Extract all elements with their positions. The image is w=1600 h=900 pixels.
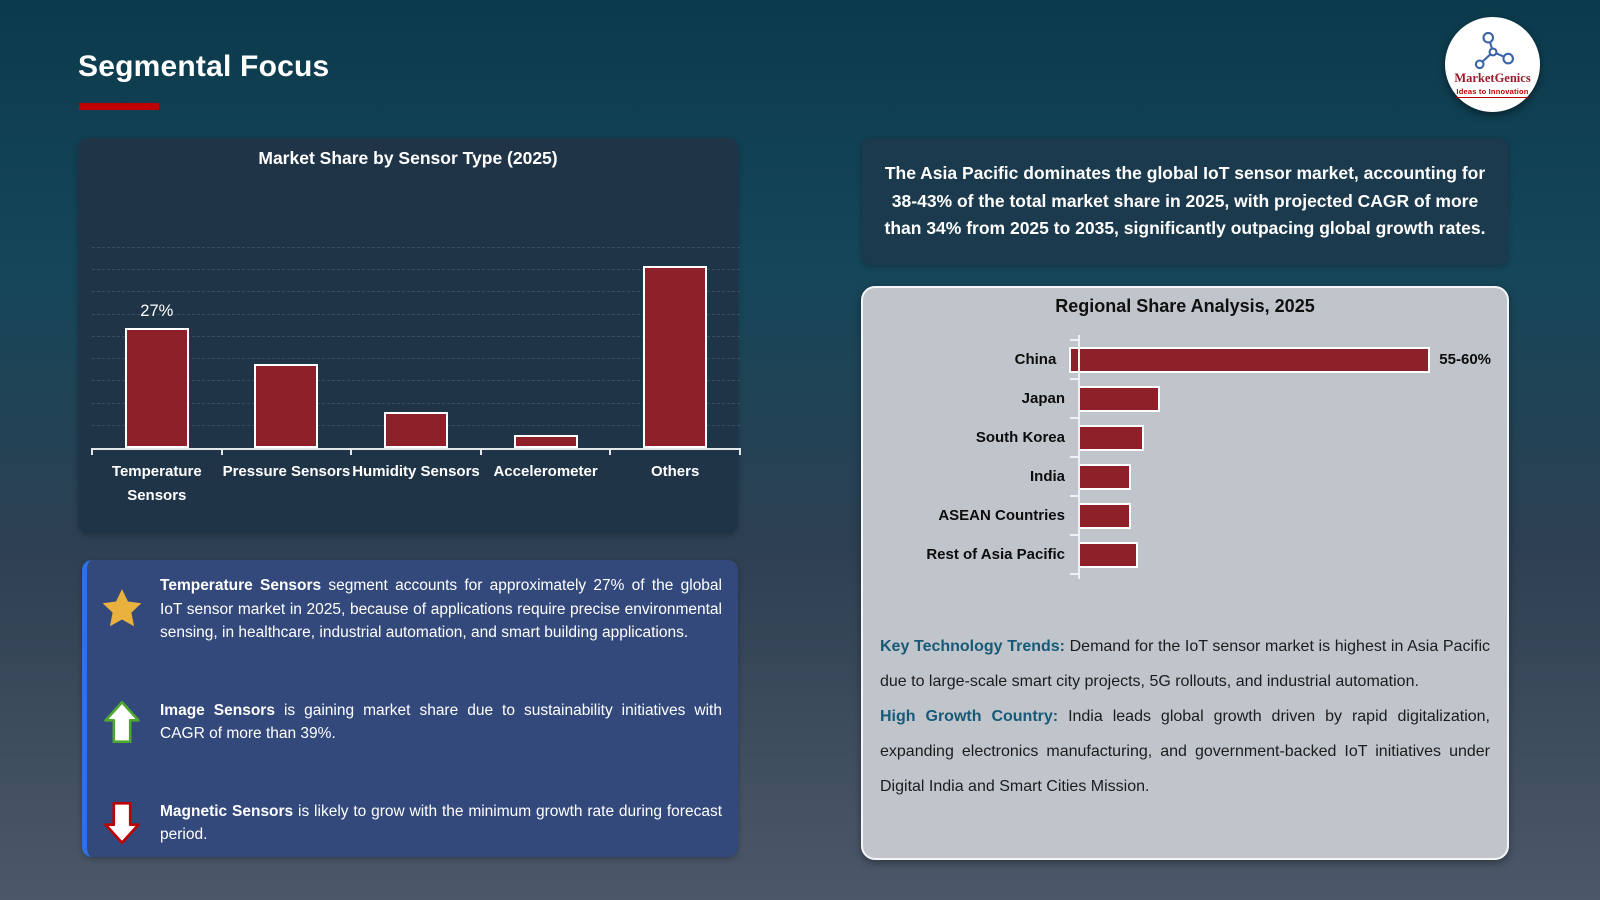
bar-track-japan: [1078, 386, 1491, 412]
x-axis-tick: [609, 448, 611, 455]
bar-asean-countries: [1078, 503, 1131, 529]
bar-pressure-sensors: [254, 364, 318, 448]
regional-panel: [861, 286, 1509, 860]
bar-track-india: [1078, 464, 1491, 490]
region-label-asean-countries: ASEAN Countries: [938, 507, 1065, 524]
bar-accelerometer: [514, 435, 578, 448]
sensor-bar-chart-plot: [92, 250, 740, 450]
bar-south-korea: [1078, 425, 1144, 451]
regional-bar-chart: [879, 340, 1491, 574]
region-label-rest-of-asia-pacific: Rest of Asia Pacific: [926, 546, 1065, 563]
bar-humidity-sensors: [384, 412, 448, 448]
y-axis-tick: [1070, 534, 1079, 536]
region-label-india: India: [1029, 468, 1065, 485]
note-lead: High Growth Country:: [880, 707, 1059, 725]
asia-pacific-highlight-box: [862, 138, 1508, 265]
bar-track-asean-countries: [1078, 503, 1491, 529]
bar-column-accelerometer: [481, 250, 611, 448]
note-text: Demand for the IoT sensor market is highest in Asia Pacific due to large-scale smart city projects, 5G rollouts, and industrial automation.: [880, 638, 1491, 690]
chart-row-asean-countries: [879, 496, 1491, 535]
insight-temperature-sensors: [99, 574, 722, 645]
x-axis-tick: [480, 448, 482, 455]
y-axis-tick: [1070, 339, 1079, 341]
title-underline: [79, 103, 159, 110]
insight-image-sensors: [99, 699, 722, 746]
chart-row-japan: [879, 379, 1491, 418]
sensor-chart-title: Market Share by Sensor Type (2025): [258, 148, 558, 168]
insight-body: is gaining market share due to sustainability initiatives with CAGR of more than 39%.: [160, 701, 722, 743]
chart-row-south-korea: [879, 418, 1491, 457]
bar-track-china: [1069, 347, 1491, 373]
y-axis-tick: [1070, 378, 1079, 380]
bar-column-pressure-sensors: [222, 250, 352, 448]
region-label-china: China: [1014, 351, 1057, 368]
logo-tagline: Ideas to Innovation: [1456, 86, 1529, 96]
insight-body: segment accounts for approximately 27% of the global IoT sensor market in 2025, because of applications require precise environmental sensing, in healthcare, industrial automation, and smart building applications.: [160, 577, 722, 642]
bar-japan: [1078, 386, 1160, 412]
bar-track-south-korea: [1078, 425, 1491, 451]
category-label-humidity-sensors: Humidity Sensors: [352, 463, 480, 480]
x-axis-tick: [91, 448, 93, 455]
chart-row-india: [879, 457, 1491, 496]
x-axis-tick: [221, 448, 223, 455]
bar-temperature-sensors: [125, 328, 189, 448]
sensor-chart-category-labels: [92, 460, 740, 508]
y-axis-tick: [1070, 456, 1079, 458]
y-axis-tick: [1070, 573, 1079, 575]
note-lead: Key Technology Trends:: [880, 638, 1065, 655]
gridline: [92, 247, 740, 248]
bar-column-temperature-sensors: [92, 250, 222, 448]
insight-text-magnetic-sensors: [160, 800, 722, 847]
sensor-chart-panel: [78, 138, 738, 533]
bar-others: [643, 266, 707, 448]
insight-body: is likely to grow with the minimum growth rate during forecast period.: [160, 802, 722, 844]
bar-column-humidity-sensors: [351, 250, 481, 448]
insight-text-temperature-sensors: [160, 574, 722, 645]
insight-lead: Temperature Sensors: [160, 577, 322, 594]
category-label-others: Others: [650, 463, 700, 480]
star-icon: [99, 586, 145, 632]
insights-panel: [82, 560, 738, 857]
region-label-japan: Japan: [1021, 390, 1065, 407]
bar-value-label-temperature-sensors: 27%: [140, 302, 174, 320]
regional-notes: [880, 630, 1490, 804]
bar-track-rest-of-asia-pacific: [1078, 542, 1491, 568]
category-label-accelerometer: Accelerometer: [493, 463, 598, 480]
up-arrow-icon: [99, 699, 145, 745]
y-axis-tick: [1070, 417, 1079, 419]
y-axis-tick: [1070, 495, 1079, 497]
note-key-technology-trends: [880, 630, 1490, 700]
note-text: India leads global growth driven by rapid digitalization, expanding electronics manufacturing, and government-backed IoT initiatives under Digital India and Smart Cities Mission.: [880, 707, 1490, 795]
insight-lead: Image Sensors: [160, 701, 275, 719]
logo-name: MarketGenics: [1454, 70, 1531, 85]
bar-column-others: [610, 250, 740, 448]
molecule-icon: [1467, 32, 1519, 70]
category-label-temperature-sensors: Temperature Sensors: [111, 463, 202, 504]
logo: [1445, 17, 1540, 112]
insight-magnetic-sensors: [99, 800, 722, 847]
regional-chart-title: Regional Share Analysis, 2025: [1055, 296, 1315, 316]
bar-rest-of-asia-pacific: [1078, 542, 1138, 568]
bar-value-label-china: 55-60%: [1439, 351, 1491, 368]
note-high-growth-country: [880, 700, 1490, 805]
asia-pacific-highlight-text: The Asia Pacific dominates the global IoT sensor market, accounting for 38-43% of the total market share in 2025, with projected CAGR of more than 34% from 2025 to 2035, significantly outpacing global growth rates.: [884, 163, 1486, 239]
down-arrow-icon: [99, 800, 145, 846]
chart-row-rest-of-asia-pacific: [879, 535, 1491, 574]
x-axis-tick: [350, 448, 352, 455]
category-label-pressure-sensors: Pressure Sensors: [222, 463, 351, 480]
x-axis-tick: [739, 448, 741, 455]
insight-lead: Magnetic Sensors: [160, 802, 294, 820]
region-label-south-korea: South Korea: [975, 429, 1065, 446]
chart-row-china: [879, 340, 1491, 379]
bar-india: [1078, 464, 1131, 490]
insight-text-image-sensors: [160, 699, 722, 746]
bar-china: [1069, 347, 1430, 373]
page-title: Segmental Focus: [78, 50, 330, 83]
